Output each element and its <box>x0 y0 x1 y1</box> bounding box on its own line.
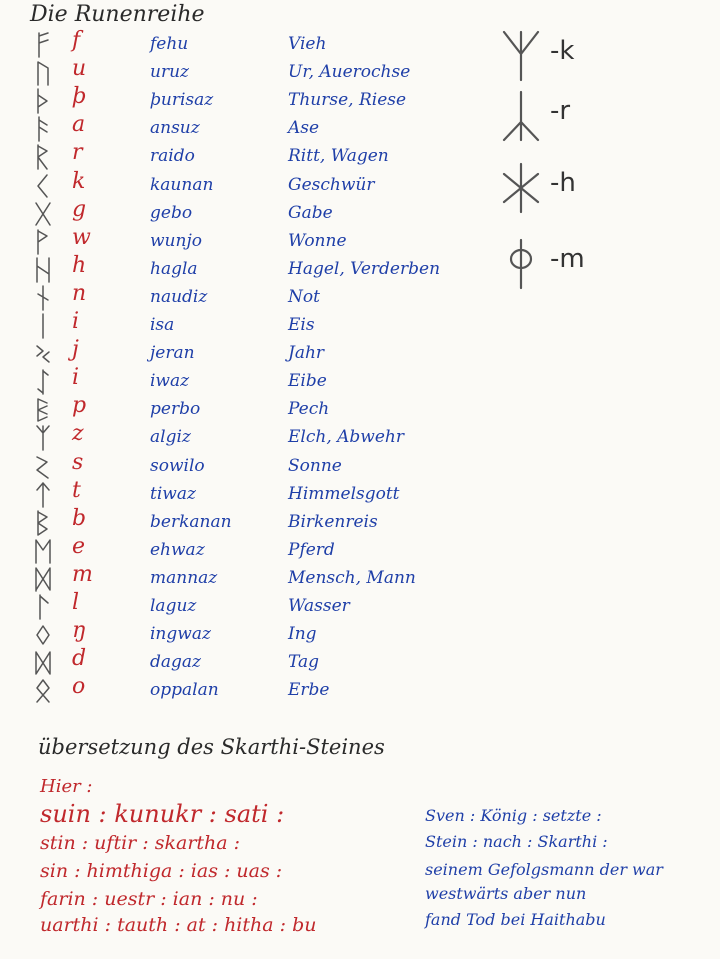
rune-name: ehwaz <box>150 539 205 560</box>
rune-row <box>0 393 500 423</box>
rune-latin-letter: p <box>72 393 87 419</box>
rune-row <box>0 477 500 508</box>
rune-name: uruz <box>150 62 189 83</box>
rune-name: wunjo <box>150 230 202 251</box>
rune-meaning: Not <box>288 286 320 307</box>
rune-glyph-icon <box>30 257 56 283</box>
rune-glyph-icon <box>30 482 56 508</box>
translation-line: Sven : König : setzte : <box>425 806 602 825</box>
rune-meaning: Wonne <box>288 230 347 251</box>
rune-row <box>0 618 500 648</box>
rune-name: kaunan <box>150 174 214 195</box>
rune-name: isa <box>150 315 175 335</box>
rune-row <box>0 337 500 367</box>
rune-row <box>0 674 500 704</box>
rune-row <box>0 196 500 227</box>
rune-latin-letter: a <box>72 112 86 138</box>
rune-glyph-icon <box>30 622 56 648</box>
rune-glyph-icon <box>30 144 56 170</box>
rune-latin-letter: r <box>72 140 83 166</box>
rune-latin-letter: e <box>72 533 86 559</box>
rune-latin-letter: o <box>72 674 86 700</box>
younger-rune-label: -k <box>550 36 575 66</box>
rune-name: jeran <box>150 343 195 364</box>
rune-row <box>0 561 500 592</box>
rune-meaning: Ritt, Wagen <box>288 146 389 167</box>
rune-latin-letter: i <box>72 309 80 334</box>
inscription-line: farin : uestr : ian : nu : <box>40 888 258 910</box>
rune-meaning: Erbe <box>288 680 330 701</box>
section-title: übersetzung des Skarthi-Steines <box>38 735 385 759</box>
rune-latin-letter: n <box>72 280 87 306</box>
rune-row <box>0 112 500 142</box>
rune-name: raido <box>150 146 195 167</box>
rune-glyph-icon <box>30 566 56 592</box>
rune-glyph-icon <box>30 32 56 58</box>
rune-latin-letter: l <box>72 590 80 615</box>
rune-latin-letter: h <box>72 252 87 278</box>
translation-line: Stein : nach : Skarthi : <box>425 832 608 851</box>
rune-glyph-icon <box>30 201 56 227</box>
rune-name: ansuz <box>150 118 200 139</box>
rune-latin-letter: k <box>72 168 86 194</box>
rune-meaning: Sonne <box>288 455 342 476</box>
rune-row <box>0 646 500 676</box>
rune-row <box>0 224 500 255</box>
younger-rune-icon <box>496 88 546 144</box>
younger-rune-icon <box>496 28 546 84</box>
rune-name: ingwaz <box>150 624 211 645</box>
rune-latin-letter: z <box>72 421 84 447</box>
rune-meaning: Birkenreis <box>288 511 378 532</box>
rune-row <box>0 505 500 536</box>
rune-glyph-icon <box>30 285 56 311</box>
rune-meaning: Wasser <box>288 596 350 616</box>
rune-name: dagaz <box>150 652 201 673</box>
rune-row <box>0 56 500 86</box>
rune-latin-letter: i <box>72 365 80 391</box>
rune-name: naudiz <box>150 286 208 307</box>
younger-rune-label: -h <box>550 168 576 198</box>
rune-row <box>0 280 500 311</box>
inscription-intro: Hier : <box>40 776 93 797</box>
inscription-line: uarthi : tauth : at : hitha : bu <box>40 914 317 936</box>
rune-meaning: Himmelsgott <box>288 483 400 504</box>
younger-rune-icon <box>496 160 546 216</box>
rune-latin-letter: w <box>72 224 91 250</box>
rune-row <box>0 252 500 283</box>
rune-name: mannaz <box>150 567 218 588</box>
rune-name: iwaz <box>150 371 190 392</box>
rune-glyph-icon <box>30 116 56 142</box>
translation-line: fand Tod bei Haithabu <box>425 910 606 929</box>
rune-name: hagla <box>150 258 198 279</box>
rune-row <box>0 421 500 451</box>
rune-latin-letter: d <box>72 646 87 672</box>
inscription-line: stin : uftir : skartha : <box>40 832 241 854</box>
rune-meaning: Vieh <box>288 34 327 54</box>
younger-rune-icon <box>496 236 546 292</box>
younger-rune <box>496 28 616 88</box>
rune-latin-letter: g <box>72 196 87 222</box>
translation-line: seinem Gefolgsmann der war <box>425 860 663 879</box>
rune-glyph-icon <box>30 650 56 676</box>
rune-meaning: Geschwür <box>288 174 375 195</box>
rune-latin-letter: ŋ <box>72 618 87 644</box>
rune-meaning: Gabe <box>288 202 333 223</box>
rune-glyph-icon <box>30 397 56 423</box>
page-title: Die Runenreihe <box>30 2 205 27</box>
rune-latin-letter: t <box>72 477 81 503</box>
rune-name: laguz <box>150 596 197 616</box>
younger-rune <box>496 160 616 220</box>
rune-meaning: Eis <box>288 315 315 335</box>
rune-name: gebo <box>150 202 193 223</box>
rune-glyph-icon <box>30 229 56 255</box>
rune-glyph-icon <box>30 510 56 536</box>
rune-glyph-icon <box>30 60 56 86</box>
rune-name: þurisaz <box>150 90 214 111</box>
rune-glyph-icon <box>30 313 56 339</box>
rune-latin-letter: s <box>72 449 84 475</box>
rune-name: perbo <box>150 399 201 420</box>
rune-latin-letter: b <box>72 505 87 531</box>
rune-latin-letter: f <box>72 28 81 53</box>
rune-row <box>0 168 500 199</box>
rune-meaning: Thurse, Riese <box>288 90 407 111</box>
rune-glyph-icon <box>30 538 56 564</box>
rune-glyph-icon <box>30 594 56 620</box>
rune-meaning: Jahr <box>288 343 325 364</box>
rune-row <box>0 84 500 114</box>
rune-row <box>0 590 500 620</box>
translation-line: westwärts aber nun <box>425 884 587 903</box>
rune-meaning: Hagel, Verderben <box>288 258 441 279</box>
rune-meaning: Mensch, Mann <box>288 567 416 588</box>
rune-latin-letter: u <box>72 56 87 82</box>
rune-meaning: Ase <box>288 118 320 139</box>
rune-name: oppalan <box>150 680 219 701</box>
rune-row <box>0 449 500 480</box>
rune-meaning: Ur, Auerochse <box>288 62 411 83</box>
rune-name: tiwaz <box>150 483 196 504</box>
rune-meaning: Ing <box>288 624 317 645</box>
rune-row <box>0 140 500 170</box>
rune-row <box>0 533 500 564</box>
rune-name: fehu <box>150 34 189 54</box>
younger-rune-label: -r <box>550 96 571 126</box>
rune-name: berkanan <box>150 511 232 532</box>
rune-glyph-icon <box>30 88 56 114</box>
rune-glyph-icon <box>30 678 56 704</box>
rune-row <box>0 309 500 339</box>
rune-meaning: Pech <box>288 399 330 420</box>
younger-rune <box>496 88 616 148</box>
rune-meaning: Pferd <box>288 539 335 560</box>
rune-meaning: Elch, Abwehr <box>288 427 404 448</box>
younger-rune <box>496 236 616 296</box>
rune-latin-letter: j <box>72 337 79 363</box>
rune-name: algiz <box>150 427 191 448</box>
rune-glyph-icon <box>30 341 56 367</box>
inscription-line: suin : kunukr : sati : <box>40 800 285 828</box>
rune-latin-letter: þ <box>72 84 87 110</box>
inscription-line: sin : himthiga : ias : uas : <box>40 860 283 882</box>
rune-meaning: Eibe <box>288 371 327 392</box>
rune-meaning: Tag <box>288 652 320 673</box>
rune-glyph-icon <box>30 425 56 451</box>
rune-latin-letter: m <box>72 561 93 587</box>
rune-row <box>0 28 500 58</box>
rune-glyph-icon <box>30 369 56 395</box>
rune-glyph-icon <box>30 454 56 480</box>
rune-glyph-icon <box>30 173 56 199</box>
rune-row <box>0 365 500 395</box>
younger-rune-label: -m <box>550 244 585 274</box>
rune-name: sowilo <box>150 455 205 476</box>
